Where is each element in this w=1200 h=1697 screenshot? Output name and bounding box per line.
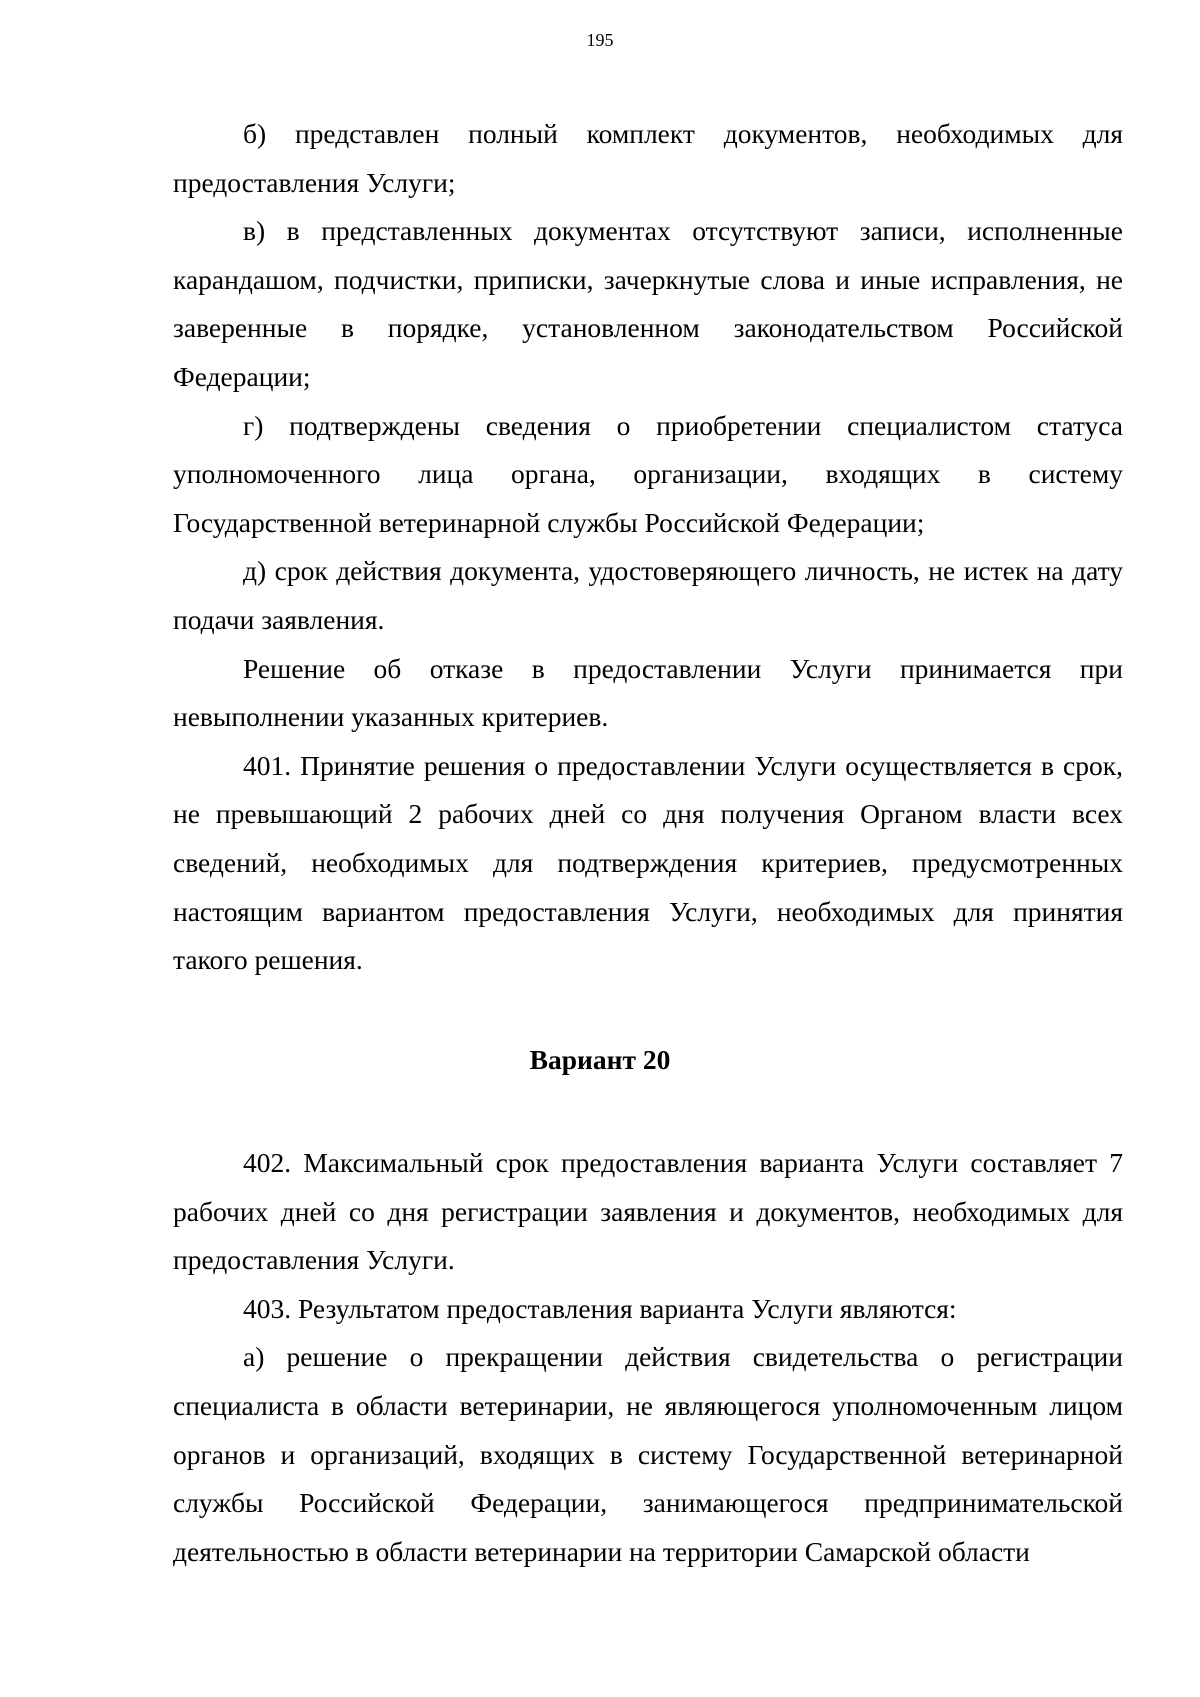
- text-block-before-heading: [173, 110, 1123, 985]
- paragraph-criterion-d: д) срок действия документа, удостоверяющего личность, не истек на дату подачи заявления.: [173, 555, 1123, 635]
- section-heading: Вариант 20: [529, 1044, 671, 1075]
- paragraph-403: 403. Результатом предоставления варианта Услуги являются:: [243, 1292, 957, 1324]
- paragraph-criterion-v: в) в представленных документах отсутствуют записи, исполненные карандашом, подчистки, приписки, зачеркнутые слова и иные исправления, не заверенные в порядке, установленном законодательством Российской Федерации;: [173, 215, 1123, 392]
- paragraph-402: 402. Максимальный срок предоставления варианта Услуги составляет 7 рабочих дней со дня регистрации заявления и документов, необходимых для предоставления Услуги.: [173, 1147, 1123, 1276]
- paragraph-refusal-decision: Решение об отказе в предоставлении Услуги принимается при невыполнении указанных критериев.: [173, 652, 1123, 733]
- paragraph-criterion-b: б) представлен полный комплект документов, необходимых для предоставления Услуги;: [173, 118, 1123, 198]
- text-block-after-heading: [173, 1139, 1123, 1576]
- paragraph-result-a: а) решение о прекращении действия свидетельства о регистрации специалиста в области ветеринарии, не являющегося уполномоченным лицом органов и организаций, входящих в систему Государственной ветеринарной службы Российской Федерации, занимающегося предпринимательской деятельностью в области ветеринарии на территории Самарской области: [173, 1341, 1123, 1567]
- page-number: 195: [586, 30, 614, 50]
- paragraph-criterion-g: г) подтверждены сведения о приобретении специалистом статуса уполномоченного лица органа, организации, входящих в систему Государственной ветеринарной службы Российской Федерации;: [173, 409, 1123, 538]
- paragraph-401: 401. Принятие решения о предоставлении Услуги осуществляется в срок, не превышающий 2 рабочих дней со дня получения Органом власти всех сведений, необходимых для подтверждения критериев, предусмотренных настоящим вариантом предоставления Услуги, необходимых для принятия такого решения.: [173, 749, 1123, 976]
